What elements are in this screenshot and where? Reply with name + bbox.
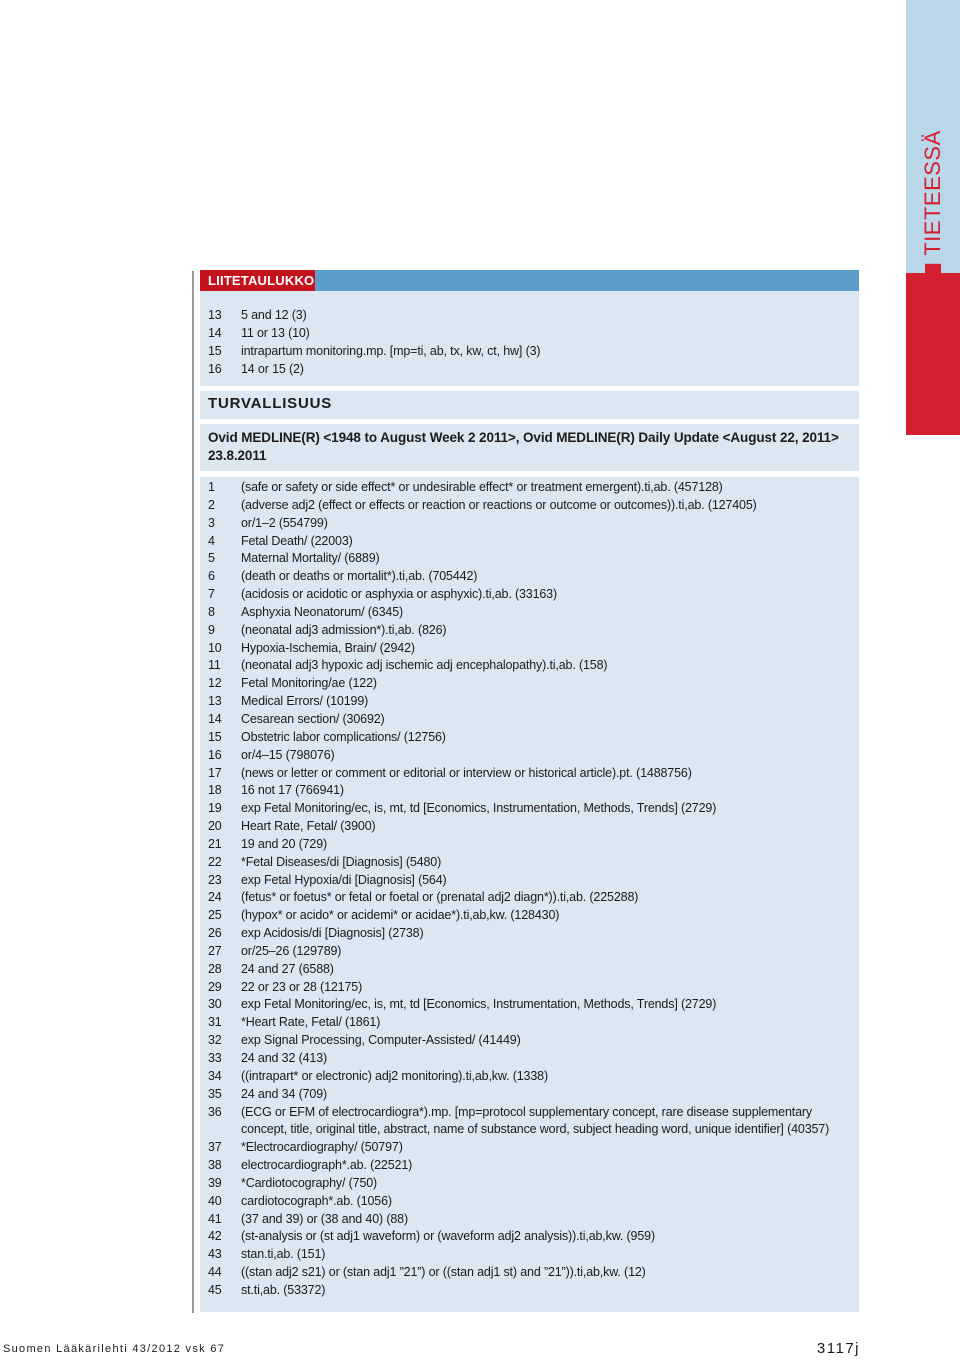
step-number: 30	[208, 997, 222, 1012]
step-query: Maternal Mortality/ (6889)	[241, 551, 380, 566]
step-number: 12	[208, 676, 222, 691]
step-query: 14 or 15 (2)	[241, 361, 304, 376]
search-step-row	[208, 1193, 859, 1211]
step-number: 29	[208, 979, 222, 994]
step-query: (hypox* or acido* or acidemi* or acidae*).ti,ab,kw. (128430)	[241, 908, 560, 923]
step-query: *Heart Rate, Fetal/ (1861)	[241, 1015, 381, 1030]
step-query: (ECG or EFM of electrocardiogra*).mp. [mp=protocol supplementary concept, rare disease supplementary concept, title, original title, abstract, name of substance word, subject heading word, unique identifier] (40357)	[241, 1104, 830, 1137]
step-query: Fetal Death/ (22003)	[241, 533, 353, 548]
search-step-row	[208, 889, 859, 907]
step-number: 6	[208, 569, 215, 584]
step-query: Asphyxia Neonatorum/ (6345)	[241, 604, 404, 619]
step-number: 35	[208, 1086, 222, 1101]
search-step-row	[208, 307, 859, 325]
section-heading-panel	[200, 391, 859, 419]
step-number: 5	[208, 551, 215, 566]
step-number: 45	[208, 1282, 222, 1297]
search-step-row	[208, 515, 859, 533]
step-number: 23	[208, 872, 222, 887]
step-query: *Fetal Diseases/di [Diagnosis] (5480)	[241, 854, 442, 869]
search-step-row	[208, 343, 859, 361]
step-number: 15	[208, 343, 222, 358]
step-number: 22	[208, 854, 222, 869]
search-step-row	[208, 907, 859, 925]
search-step-row	[208, 800, 859, 818]
step-number: 21	[208, 836, 222, 851]
step-query: (acidosis or acidotic or asphyxia or asphyxic).ti,ab. (33163)	[241, 587, 557, 602]
step-query: ((intrapart* or electronic) adj2 monitoring).ti,ab,kw. (1338)	[241, 1068, 548, 1083]
database-source-panel	[200, 424, 859, 471]
step-number: 38	[208, 1158, 222, 1173]
search-steps-panel-b	[200, 477, 859, 1312]
step-query: 24 and 34 (709)	[241, 1086, 328, 1101]
search-step-row	[208, 854, 859, 872]
search-step-row	[208, 747, 859, 765]
step-query: 19 and 20 (729)	[241, 836, 328, 851]
search-step-row	[208, 1014, 859, 1032]
step-query: 24 and 32 (413)	[241, 1051, 328, 1065]
step-number: 17	[208, 765, 222, 780]
step-number: 10	[208, 640, 222, 655]
search-step-row	[208, 550, 859, 568]
step-number: 44	[208, 1265, 222, 1280]
step-number: 40	[208, 1193, 222, 1208]
step-number: 37	[208, 1140, 222, 1155]
step-query: or/25–26 (129789)	[241, 943, 342, 958]
step-query: (37 and 39) or (38 and 40) (88)	[241, 1211, 408, 1226]
search-step-row	[208, 533, 859, 551]
search-step-row	[208, 604, 859, 622]
step-number: 24	[208, 890, 222, 905]
search-step-row	[208, 1175, 859, 1193]
step-number: 39	[208, 1175, 222, 1190]
step-query: (neonatal adj3 admission*).ti,ab. (826)	[241, 622, 447, 637]
search-step-row	[208, 1104, 859, 1140]
step-query: stan.ti,ab. (151)	[241, 1247, 326, 1262]
search-step-row	[208, 497, 859, 515]
search-steps-list-a	[208, 307, 859, 378]
step-query: (safe or safety or side effect* or undesirable effect* or treatment emergent).ti,ab. (457128)	[241, 480, 723, 494]
search-steps-list-b	[208, 479, 859, 1300]
footer-journal: Suomen Lääkärilehti 43/2012 vsk 67	[3, 1343, 226, 1355]
step-query: (adverse adj2 (effect or effects or reaction or reactions or outcome or outcomes)).ti,ab. (127405)	[241, 497, 757, 512]
search-step-row	[208, 1086, 859, 1104]
search-step-row	[208, 961, 859, 979]
step-number: 25	[208, 908, 222, 923]
search-step-row	[208, 1228, 859, 1246]
search-step-row	[208, 943, 859, 961]
step-query: Obstetric labor complications/ (12756)	[241, 729, 446, 744]
search-step-row	[208, 675, 859, 693]
section-heading: TURVALLISUUS	[208, 395, 333, 412]
step-number: 11	[208, 658, 221, 673]
step-number: 18	[208, 783, 222, 798]
step-query: Cesarean section/ (30692)	[241, 711, 385, 726]
step-query: 22 or 23 or 28 (12175)	[241, 979, 363, 994]
search-step-row	[208, 361, 859, 379]
step-query: or/1–2 (554799)	[241, 515, 328, 530]
step-query: exp Fetal Hypoxia/di [Diagnosis] (564)	[241, 872, 447, 887]
step-number: 14	[208, 325, 222, 340]
table-title: LIITETAULUKKO	[200, 270, 315, 291]
search-step-row	[208, 765, 859, 783]
search-step-row	[208, 1246, 859, 1264]
step-number: 4	[208, 533, 215, 548]
step-query: *Electrocardiography/ (50797)	[241, 1140, 403, 1155]
search-step-row	[208, 693, 859, 711]
step-query: (news or letter or comment or editorial or interview or historical article).pt. (1488756)	[241, 765, 692, 780]
side-section-text: TIETEESSÄ	[920, 130, 945, 256]
step-query: 11 or 13 (10)	[241, 325, 310, 340]
step-number: 8	[208, 604, 215, 619]
search-step-row	[208, 640, 859, 658]
step-number: 2	[208, 497, 215, 512]
search-step-row	[208, 1032, 859, 1050]
step-query: exp Fetal Monitoring/ec, is, mt, td [Economics, Instrumentation, Methods, Trends] (2729)	[241, 997, 717, 1012]
step-number: 14	[208, 711, 222, 726]
step-query: (fetus* or foetus* or fetal or foetal or (prenatal adj2 diagn*)).ti,ab. (225288)	[241, 890, 639, 905]
search-step-row	[208, 1068, 859, 1086]
table-title-bar	[200, 270, 859, 291]
search-step-row	[208, 872, 859, 890]
step-number: 34	[208, 1068, 222, 1083]
search-step-row	[208, 1139, 859, 1157]
search-step-row	[208, 818, 859, 836]
search-step-row	[208, 622, 859, 640]
search-step-row	[208, 586, 859, 604]
step-number: 32	[208, 1033, 222, 1048]
step-number: 7	[208, 587, 215, 602]
step-number: 41	[208, 1211, 222, 1226]
step-query: exp Acidosis/di [Diagnosis] (2738)	[241, 926, 424, 941]
step-query: st.ti,ab. (53372)	[241, 1282, 326, 1297]
step-query: *Cardiotocography/ (750)	[241, 1175, 378, 1190]
search-steps-panel-a	[200, 291, 859, 386]
search-step-row	[208, 1282, 859, 1300]
step-number: 28	[208, 961, 222, 976]
search-step-row	[208, 325, 859, 343]
search-step-row	[208, 568, 859, 586]
footer-page-number: 3117j	[816, 1340, 860, 1357]
step-query: 24 and 27 (6588)	[241, 961, 334, 976]
search-step-row	[208, 836, 859, 854]
step-number: 26	[208, 926, 222, 941]
step-number: 36	[208, 1104, 222, 1119]
step-number: 15	[208, 729, 222, 744]
search-step-row	[208, 729, 859, 747]
step-number: 33	[208, 1051, 222, 1065]
step-number: 42	[208, 1229, 222, 1244]
search-step-row	[208, 1211, 859, 1229]
step-number: 19	[208, 801, 222, 816]
step-query: Fetal Monitoring/ae (122)	[241, 676, 377, 691]
step-number: 13	[208, 694, 222, 709]
step-number: 1	[208, 480, 215, 494]
search-step-row	[208, 1157, 859, 1175]
step-number: 16	[208, 747, 222, 762]
step-query: (death or deaths or mortalit*).ti,ab. (705442)	[241, 569, 478, 584]
side-section-label	[920, 130, 946, 280]
side-tab-accent	[906, 273, 960, 435]
search-step-row	[208, 979, 859, 997]
step-number: 43	[208, 1247, 222, 1262]
step-query: cardiotocograph*.ab. (1056)	[241, 1193, 392, 1208]
step-query: 16 not 17 (766941)	[241, 783, 344, 798]
step-query: ((stan adj2 s21) or (stan adj1 ”21”) or ((stan adj1 st) and ”21”)).ti,ab,kw. (12)	[241, 1265, 646, 1280]
step-number: 27	[208, 943, 222, 958]
step-query: Medical Errors/ (10199)	[241, 694, 369, 709]
step-number: 3	[208, 515, 215, 530]
search-step-row	[208, 657, 859, 675]
step-query: exp Fetal Monitoring/ec, is, mt, td [Economics, Instrumentation, Methods, Trends] (2729)	[241, 801, 717, 816]
step-query: Hypoxia-Ischemia, Brain/ (2942)	[241, 640, 415, 655]
database-source: Ovid MEDLINE(R) <1948 to August Week 2 2011>, Ovid MEDLINE(R) Daily Update <August 22, 2011> 23.8.2011	[208, 430, 839, 463]
search-step-row	[208, 996, 859, 1014]
search-step-row	[208, 782, 859, 800]
step-query: 5 and 12 (3)	[241, 308, 307, 322]
step-number: 13	[208, 308, 222, 322]
step-query: intrapartum monitoring.mp. [mp=ti, ab, tx, kw, ct, hw] (3)	[241, 343, 541, 358]
step-number: 16	[208, 361, 222, 376]
step-query: (st-analysis or (st adj1 waveform) or (waveform adj2 analysis)).ti,ab,kw. (959)	[241, 1229, 655, 1244]
step-number: 20	[208, 819, 222, 834]
step-query: exp Signal Processing, Computer-Assisted/ (41449)	[241, 1033, 521, 1048]
step-query: electrocardiograph*.ab. (22521)	[241, 1158, 413, 1173]
table-left-rule	[192, 271, 194, 1313]
step-query: Heart Rate, Fetal/ (3900)	[241, 819, 376, 834]
search-step-row	[208, 1050, 859, 1068]
search-step-row	[208, 1264, 859, 1282]
step-number: 9	[208, 622, 215, 637]
step-number: 31	[208, 1015, 222, 1030]
search-step-row	[208, 479, 859, 497]
step-query: (neonatal adj3 hypoxic adj ischemic adj encephalopathy).ti,ab. (158)	[241, 658, 608, 673]
step-query: or/4–15 (798076)	[241, 747, 335, 762]
section-marker-square	[925, 264, 941, 280]
search-step-row	[208, 925, 859, 943]
search-step-row	[208, 711, 859, 729]
